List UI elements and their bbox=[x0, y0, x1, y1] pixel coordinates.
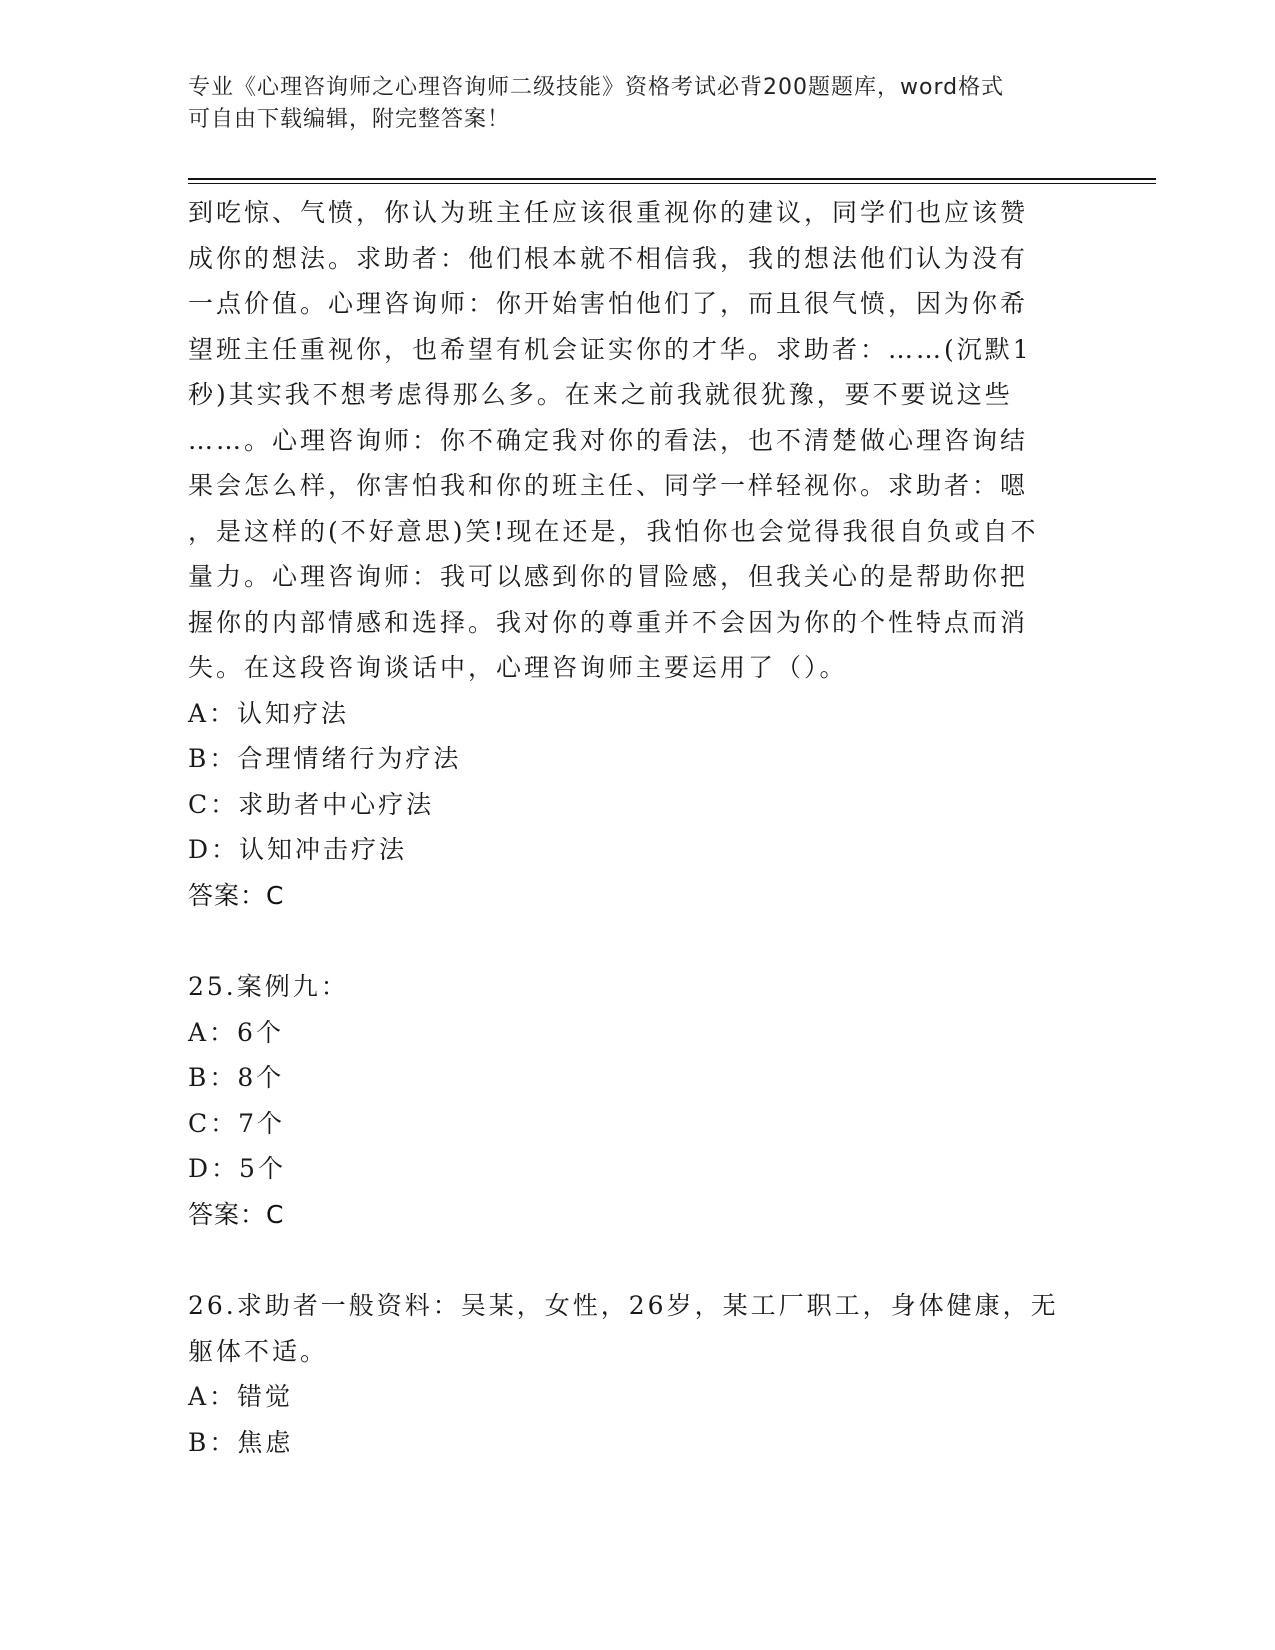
question-24-option-a: A：认知疗法 bbox=[188, 698, 350, 728]
question-25-option-a: A：6个 bbox=[188, 1017, 284, 1047]
question-24-answer: 答案：C bbox=[188, 880, 285, 910]
stem-line: 秒)其实我不想考虑得那么多。在来之前我就很犹豫，要不要说这些 bbox=[188, 380, 1013, 409]
document-body bbox=[188, 190, 1088, 1465]
header-line-1: 专业《心理咨询师之心理咨询师二级技能》资格考试必背200题题库，word格式 bbox=[188, 75, 1005, 100]
question-25-option-d: D：5个 bbox=[188, 1154, 286, 1183]
header-line-2: 可自由下载编辑，附完整答案！ bbox=[188, 107, 511, 132]
stem-line: 失。在这段咨询谈话中，心理咨询师主要运用了（）。 bbox=[188, 653, 848, 682]
question-26-stem bbox=[188, 1283, 1088, 1374]
stem-line: ……。心理咨询师：你不确定我对你的看法，也不清楚做心理咨询结 bbox=[188, 425, 1029, 455]
stem-line: 果会怎么样，你害怕我和你的班主任、同学一样轻视你。求助者：嗯 bbox=[188, 471, 1029, 500]
question-25-answer: 答案：C bbox=[188, 1199, 285, 1229]
spacer bbox=[188, 1237, 1088, 1283]
question-25-option-b: B：8个 bbox=[188, 1063, 285, 1092]
question-24-stem bbox=[188, 190, 1088, 691]
stem-line: 到吃惊、气愤，你认为班主任应该很重视你的建议，同学们也应该赞 bbox=[188, 198, 1029, 227]
question-25-title: 25.案例九： bbox=[188, 972, 349, 1001]
question-24-option-c: C：求助者中心疗法 bbox=[188, 789, 435, 819]
document-header bbox=[188, 72, 1088, 136]
question-26-option-b: B：焦虑 bbox=[188, 1427, 294, 1457]
question-26-option-a: A：错觉 bbox=[188, 1382, 294, 1411]
question-24-option-b: B：合理情绪行为疗法 bbox=[188, 744, 462, 773]
stem-line: 一点价值。心理咨询师：你开始害怕他们了，而且很气愤，因为你希 bbox=[188, 289, 1029, 318]
stem-line: 量力。心理咨询师：我可以感到你的冒险感，但我关心的是帮助你把 bbox=[188, 562, 1029, 591]
stem-line: 成你的想法。求助者：他们根本就不相信我，我的想法他们认为没有 bbox=[188, 243, 1029, 273]
stem-line: 躯体不适。 bbox=[188, 1336, 329, 1366]
header-divider-thick bbox=[188, 178, 1156, 180]
stem-line: ，是这样的(不好意思)笑!现在还是，我怕你也会觉得我很自负或自不 bbox=[188, 516, 1039, 546]
stem-line: 握你的内部情感和选择。我对你的尊重并不会因为你的个性特点而消 bbox=[188, 607, 1029, 637]
header-divider-thin bbox=[188, 183, 1156, 184]
stem-line: 26.求助者一般资料：吴某，女性，26岁，某工厂职工，身体健康，无 bbox=[188, 1291, 1059, 1320]
spacer bbox=[188, 918, 1088, 964]
question-24-option-d: D：认知冲击疗法 bbox=[188, 835, 408, 864]
question-25-option-c: C：7个 bbox=[188, 1108, 286, 1138]
stem-line: 望班主任重视你，也希望有机会证实你的才华。求助者：……(沉默1 bbox=[188, 334, 1032, 364]
